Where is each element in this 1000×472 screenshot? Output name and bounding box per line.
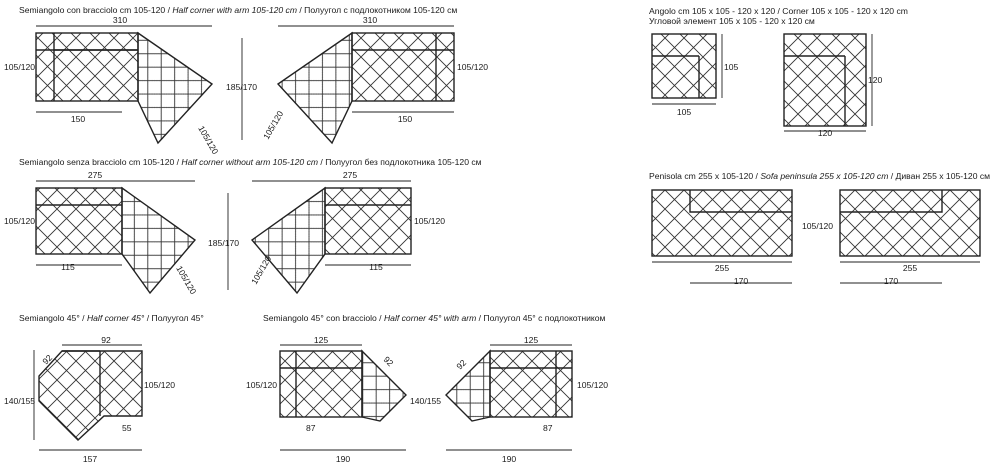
peninsula-right-shape (840, 190, 980, 256)
dim-45-arm-bottom: 190 (335, 454, 351, 464)
dim-45-diag: 92 (40, 352, 55, 367)
dim-noarm-diag: 105/120 (174, 264, 199, 296)
dim-45-arm-diag: 92 (381, 354, 396, 369)
half-corner-noarm-right-shape (252, 188, 411, 293)
dim-45-arm-depth: 105/120 (246, 380, 278, 390)
dim-half-corner-arm-right-depth: 105/120 (457, 62, 489, 72)
dim-45-height: 140/155 (4, 396, 36, 406)
half-corner-arm-right-shape (278, 33, 454, 143)
dim-noarm-width: 275 (87, 170, 103, 180)
dim-noarm-span: 185/170 (208, 238, 240, 248)
dim-noarm-right-diag: 105/120 (249, 254, 274, 286)
dim-half-corner-arm-right-width: 310 (362, 15, 378, 25)
dim-corner-small-side: 105 (724, 62, 739, 72)
title-half-corner-noarm: Semiangolo senza bracciolo cm 105-120 / Half corner without arm 105-120 cm / Полуугол без подлокотника 105-120 см (19, 157, 482, 167)
title-half-corner-arm: Semiangolo con bracciolo cm 105-120 / Half corner with arm 105-120 cm / Полуугол с подлокотником 105-120 см (19, 5, 458, 15)
dim-45-arm-right-bottom: 190 (501, 454, 517, 464)
title-corner: Angolo cm 105 x 105 - 120 x 120 / Corner 105 x 105 - 120 x 120 cm Угловой элемент 105 x 105 - 120 x 120 см (649, 6, 908, 27)
dim-noarm-depth: 105/120 (4, 216, 36, 226)
dim-45-arm-right-inner: 87 (543, 423, 553, 433)
dim-corner-small-bottom: 105 (676, 107, 692, 117)
dim-45-inner: 55 (122, 423, 132, 433)
dim-half-corner-arm-right-inner: 150 (397, 114, 413, 124)
dim-noarm-right-width: 275 (342, 170, 358, 180)
dim-corner-large-bottom: 120 (817, 128, 833, 138)
dim-half-corner-arm-diag: 105/120 (196, 124, 221, 156)
dim-peninsula-right-width: 255 (902, 263, 918, 273)
dim-peninsula-width: 255 (714, 263, 730, 273)
dim-45-arm-height: 140/155 (410, 396, 442, 406)
dim-half-corner-arm-span: 185/170 (226, 82, 258, 92)
dim-peninsula-right-inner: 170 (883, 276, 899, 286)
half-corner-arm-left-shape (36, 33, 212, 143)
dim-45-top: 92 (101, 335, 111, 345)
dim-peninsula-depth: 105/120 (802, 221, 834, 231)
dim-half-corner-arm-right-diag: 105/120 (261, 109, 286, 141)
dim-half-corner-arm-width: 310 (112, 15, 128, 25)
corner-small-shape (652, 34, 716, 98)
peninsula-left-shape (652, 190, 792, 256)
dim-45-arm-right-diag: 92 (454, 357, 469, 372)
dim-peninsula-inner: 170 (733, 276, 749, 286)
dim-45-depth: 105/120 (144, 380, 176, 390)
dim-45-arm-inner: 87 (306, 423, 316, 433)
dim-half-corner-arm-depth: 105/120 (4, 62, 36, 72)
dim-corner-large-side: 120 (868, 75, 883, 85)
title-half-corner-45: Semiangolo 45° / Half corner 45° / Полуугол 45° (19, 313, 204, 323)
half-corner-noarm-left-shape (36, 188, 195, 293)
dim-noarm-inner: 115 (61, 262, 75, 272)
dim-noarm-right-inner: 115 (369, 262, 383, 272)
dim-45-arm-right-depth: 105/120 (577, 380, 609, 390)
title-peninsula: Penisola cm 255 x 105-120 / Sofa peninsula 255 x 105-120 cm / Диван 255 x 105-120 см (649, 171, 991, 181)
dim-noarm-right-depth: 105/120 (414, 216, 446, 226)
dim-half-corner-arm-inner: 150 (70, 114, 86, 124)
dim-45-bottom: 157 (82, 454, 98, 464)
dim-45-arm-right-top: 125 (523, 335, 539, 345)
title-half-corner-45-arm: Semiangolo 45° con bracciolo / Half corner 45° with arm / Полуугол 45° с подлокотником (263, 313, 606, 323)
corner-large-shape (784, 34, 866, 126)
dim-45-arm-top: 125 (313, 335, 329, 345)
